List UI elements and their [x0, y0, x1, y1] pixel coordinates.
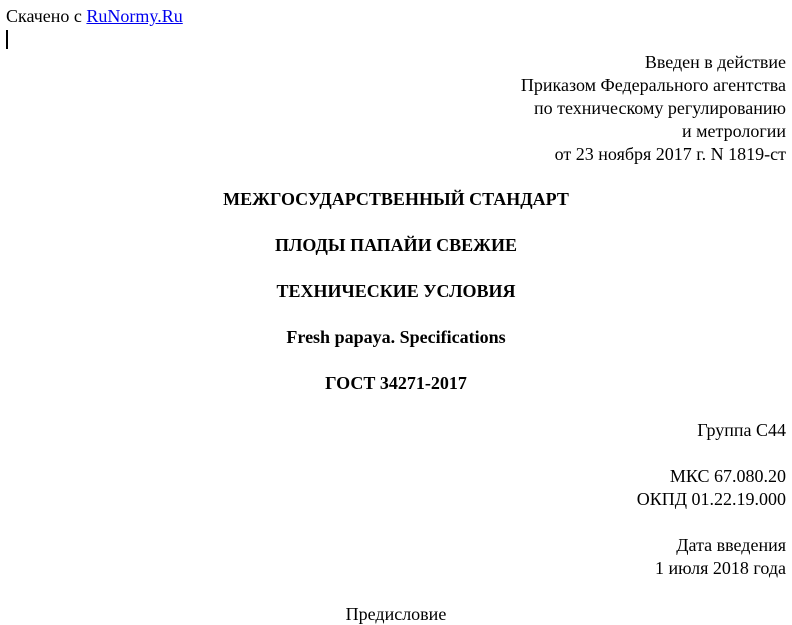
- introduction-line: от 23 ноября 2017 г. N 1819-ст: [554, 144, 786, 164]
- introduction-line: Приказом Федерального агентства: [520, 75, 786, 95]
- mks-code: МКС 67.080.20: [669, 466, 786, 486]
- product-title: ПЛОДЫ ПАПАЙИ СВЕЖИЕ: [275, 235, 517, 255]
- introduction-line: и метрологии: [682, 121, 786, 141]
- okpd-code: ОКПД 01.22.19.000: [636, 489, 786, 509]
- preface-heading: Предисловие: [345, 604, 447, 624]
- introduction-line: по техническому регулированию: [533, 98, 786, 118]
- source-line: [6, 5, 183, 27]
- source-prefix: Скачено с: [6, 6, 87, 26]
- text-cursor: [6, 30, 8, 49]
- effective-date-value: 1 июля 2018 года: [655, 558, 786, 578]
- english-title: Fresh papaya. Specifications: [286, 327, 506, 347]
- effective-date-label: Дата введения: [676, 535, 786, 555]
- subtitle-heading: ТЕХНИЧЕСКИЕ УСЛОВИЯ: [276, 281, 516, 301]
- introduction-line: Введен в действие: [644, 52, 786, 72]
- introduction-block: [521, 51, 786, 166]
- runormy-link[interactable]: RuNormy.Ru: [86, 6, 183, 26]
- standard-type-heading: МЕЖГОСУДАРСТВЕННЫЙ СТАНДАРТ: [223, 189, 569, 209]
- group-label: Группа С44: [697, 420, 786, 440]
- standard-designation: ГОСТ 34271-2017: [325, 373, 467, 393]
